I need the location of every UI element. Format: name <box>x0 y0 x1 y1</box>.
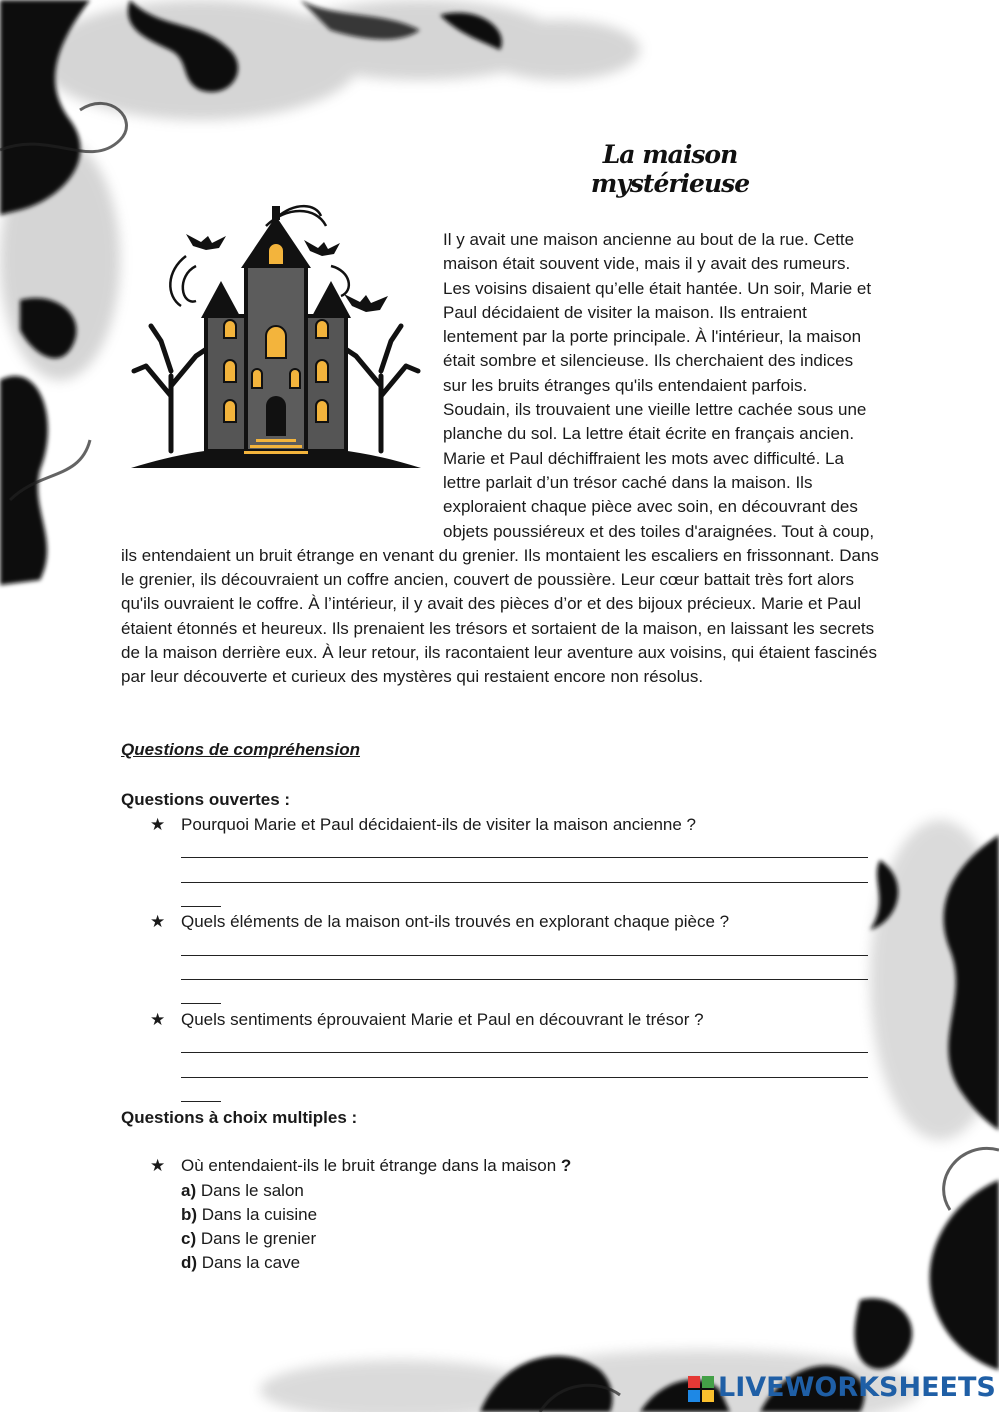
star-bullet-icon: ★ <box>150 1010 166 1029</box>
option-text: Dans la cuisine <box>201 1205 318 1224</box>
answer-line[interactable] <box>181 857 868 858</box>
story-paragraph-2: Soudain, ils trouvaient une vieille lettre cachée sous une planche du sol. La lettre était écrite en français ancien. Marie et Paul déchiffraient les mots avec difficulté. La lettre parlait d’un trésor caché dans la maison. Ils exploraient chaque pièce avec soin, en découvrant des objets poussiéreux et des toiles d'araignées. Tout à coup, ils entendaient un bruit étrange en venant du grenier. Ils montaient les escaliers en frissonnant. Dans le grenier, ils découvraient un coffre ancien, couvert de poussière. Leur cœur battait très fort alors qu'ils ouvraient le coffre. À l’intérieur, il y avait des pièces d’or et des bijoux précieux. Marie et Paul étaient étonnés et heureux. Ils prenaient les trésors et sortaient de la maison, en laissant les secrets de la maison derrière eux. À leur retour, ils racontaient leur aventure aux voisins, qui étaient fascinés par leur découverte et curieux des mystères qui restaient encore non résolus. <box>121 400 879 687</box>
option-letter: b) <box>181 1205 198 1224</box>
answer-line[interactable] <box>181 1101 221 1102</box>
option-letter: d) <box>181 1253 198 1272</box>
mcq-label: Questions à choix multiples : <box>121 1108 358 1127</box>
option-text: Dans la cave <box>201 1253 301 1272</box>
mcq-option-d[interactable] <box>181 1253 300 1273</box>
liveworksheets-logo-icon <box>688 1376 714 1402</box>
answer-line[interactable] <box>181 1052 868 1053</box>
answer-line[interactable] <box>181 955 868 956</box>
answer-line[interactable] <box>181 882 868 883</box>
story-paragraph-1: Il y avait une maison ancienne au bout de la rue. Cette maison était souvent vide, mais il y avait des rumeurs. Les voisins disaient qu’elle était hantée. Un soir, Marie et Paul décidaient de visiter la maison. Ils entraient lentement par la porte principale. À l'intérieur, la maison était sombre et silencieuse. Ils cherchaient des indices sur les bruits étranges qu'ils entendaient parfois. <box>443 230 872 395</box>
question-mark: ? <box>560 1156 572 1175</box>
star-bullet-icon: ★ <box>150 815 166 834</box>
answer-line[interactable] <box>181 979 868 980</box>
question-text: Quels sentiments éprouvaient Marie et Paul en découvrant le trésor ? <box>181 1010 704 1029</box>
mcq-option-b[interactable] <box>181 1205 317 1225</box>
option-text: Dans le salon <box>200 1181 304 1200</box>
option-letter: a) <box>181 1181 197 1200</box>
question-text: Pourquoi Marie et Paul décidaient-ils de visiter la maison ancienne ? <box>181 815 697 834</box>
question-text: Quels éléments de la maison ont-ils trouvés en explorant chaque pièce ? <box>181 912 730 931</box>
questions-heading: Questions de compréhension <box>121 740 360 759</box>
mcq-option-a[interactable] <box>181 1181 304 1201</box>
open-questions-label: Questions ouvertes : <box>121 790 291 809</box>
answer-line[interactable] <box>181 1077 868 1078</box>
option-letter: c) <box>181 1229 197 1248</box>
star-bullet-icon: ★ <box>150 912 166 931</box>
mcq-option-c[interactable] <box>181 1229 316 1249</box>
question-text: Où entendaient-ils le bruit étrange dans la maison <box>181 1156 557 1175</box>
page-title: La maison mystérieuse <box>590 140 750 198</box>
liveworksheets-watermark[interactable]: LIVEWORKSHEETS <box>718 1372 996 1403</box>
story-text <box>121 228 881 690</box>
answer-line[interactable] <box>181 1003 221 1004</box>
answer-line[interactable] <box>181 906 221 907</box>
option-text: Dans le grenier <box>200 1229 317 1248</box>
star-bullet-icon: ★ <box>150 1156 166 1175</box>
